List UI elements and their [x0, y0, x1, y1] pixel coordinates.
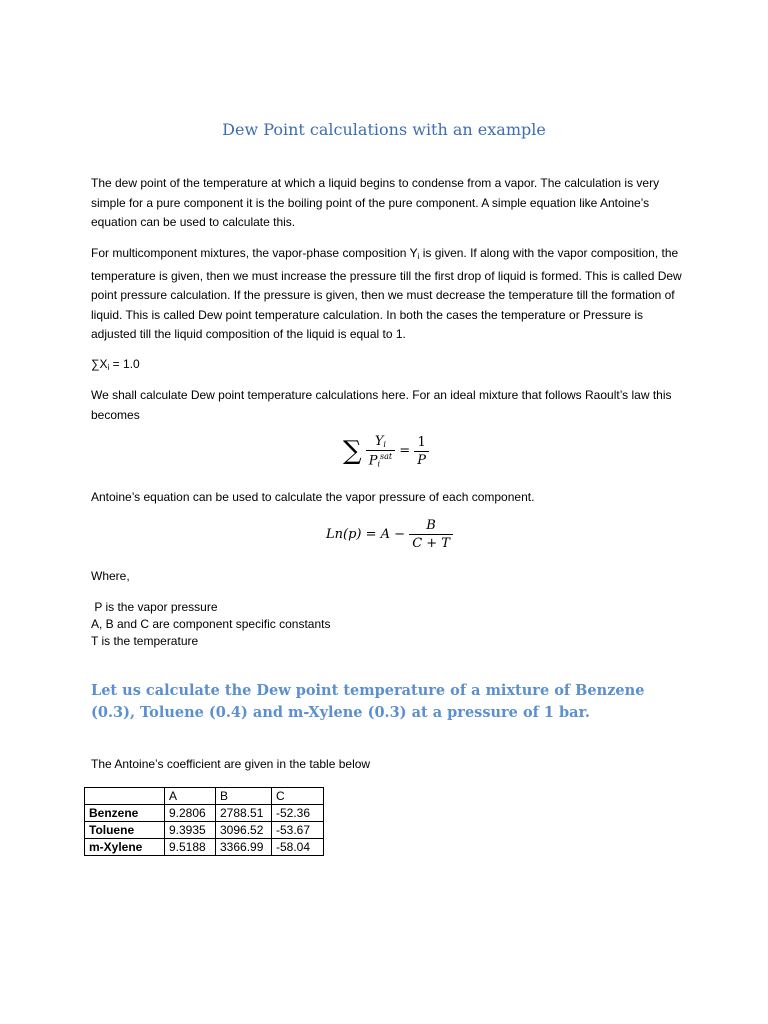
eq2-lhs: Ln(p) = A − — [326, 527, 406, 542]
subscript-i: i — [417, 252, 420, 261]
table-cell: 2788.51 — [216, 805, 272, 822]
eq1-numerator-sub: i — [383, 440, 386, 449]
table-cell: 9.2806 — [165, 805, 216, 822]
page-title: Dew Point calculations with an example — [222, 120, 546, 139]
eq1-rhs-denominator: P — [417, 452, 427, 468]
table-row — [85, 839, 324, 856]
table-cell: -52.36 — [272, 805, 324, 822]
definition-item: P is the vapor pressure — [91, 600, 218, 614]
eq1-denominator-sup: sat — [380, 452, 393, 461]
table-cell: 3096.52 — [216, 822, 272, 839]
table-header-cell: B — [216, 788, 272, 805]
table-cell: 9.3935 — [165, 822, 216, 839]
antoine-coefficients-table — [84, 787, 324, 856]
fraction-yi-over-pisat — [366, 434, 395, 468]
eq1-equals: = — [399, 443, 411, 459]
definition-item: T is the temperature — [91, 634, 199, 648]
eq1-rhs-numerator: 1 — [414, 435, 429, 452]
table-header-cell: A — [165, 788, 216, 805]
fraction-one-over-p — [414, 435, 429, 468]
raoult-equation — [343, 434, 429, 468]
raoult-paragraph: We shall calculate Dew point temperature calculations here. For an ideal mixture that follows Raoult’s law this becomes — [91, 388, 672, 422]
table-cell: 9.5188 — [165, 839, 216, 856]
table-header-cell — [85, 788, 165, 805]
antoine-equation — [326, 518, 453, 551]
multicomponent-text-start: For multicomponent mixtures, the vapor-phase composition Y — [91, 246, 418, 260]
sum-prefix: ∑X — [91, 357, 108, 371]
table-cell: Toluene — [85, 822, 165, 839]
table-header-cell: C — [272, 788, 324, 805]
sum-suffix: = 1.0 — [109, 357, 140, 371]
table-cell: Benzene — [85, 805, 165, 822]
table-row — [85, 822, 324, 839]
table-intro: The Antoine’s coefficient are given in the table below — [91, 757, 371, 771]
multicomponent-text-end: is given. If along with the vapor composition, the temperature is given, then we must increase the pressure till the first drop of liquid is formed. This is called Dew point pressure calculation. If the pressure is given, then we must decrease the temperature till the formation of liquid. This is called Dew point temperature calculation. In both the cases the temperature or Pressure is adjusted till the liquid composition of the liquid is equal to 1. — [91, 246, 682, 342]
where-label: Where, — [91, 569, 130, 583]
table-cell: m-Xylene — [85, 839, 165, 856]
table-cell: 3366.99 — [216, 839, 272, 856]
definitions-list — [91, 599, 683, 650]
sigma-symbol: ∑ — [343, 436, 362, 467]
sum-equation-line — [91, 355, 683, 378]
table-cell: -53.67 — [272, 822, 324, 839]
table-row — [85, 805, 324, 822]
fraction-b-over-c-plus-t — [409, 518, 453, 551]
example-heading: Let us calculate the Dew point temperature of a mixture of Benzene (0.3), Toluene (0.4) and m-Xylene (0.3) at a pressure of 1 bar. — [91, 682, 645, 721]
antoine-paragraph: Antoine’s equation can be used to calculate the vapor pressure of each component. — [91, 490, 535, 504]
definition-item: A, B and C are component specific constants — [91, 617, 331, 631]
table-header-row — [85, 788, 324, 805]
multicomponent-paragraph — [91, 244, 683, 345]
intro-paragraph: The dew point of the temperature at which a liquid begins to condense from a vapor. The calculation is very simple for a pure component it is the boiling point of the pure component. A simple equation like Antoine’s equation can be used to calculate this. — [91, 176, 660, 230]
eq1-denominator-sub: i — [377, 459, 381, 469]
eq2-numerator: B — [409, 518, 453, 535]
table-cell: -58.04 — [272, 839, 324, 856]
eq1-numerator: Y — [374, 434, 384, 449]
eq2-denominator: C + T — [412, 536, 450, 551]
sum-subscript: i — [107, 363, 110, 372]
eq1-denominator: P — [368, 453, 378, 469]
